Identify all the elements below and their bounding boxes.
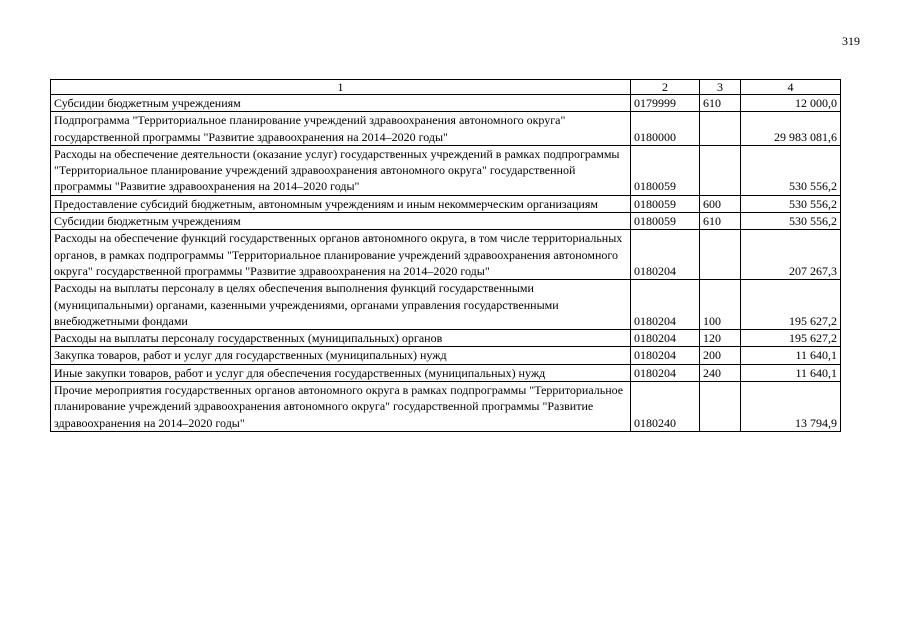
row-vr: 100: [700, 280, 741, 330]
table-row: [51, 112, 841, 146]
row-code: 0179999: [631, 95, 700, 112]
row-vr: 610: [700, 213, 741, 230]
table-row: [51, 213, 841, 230]
budget-table: [50, 79, 841, 432]
row-vr: 120: [700, 330, 741, 347]
row-vr: [700, 145, 741, 195]
row-name: Подпрограмма "Территориальное планирование учреждений здравоохранения автономного округа" государственной программы "Развитие здравоохранения на 2014–2020 годы": [51, 112, 631, 146]
row-sum: 207 267,3: [741, 230, 841, 280]
table-header-row: [51, 80, 841, 95]
row-name: Расходы на выплаты персоналу в целях обеспечения выполнения функций государственными (муниципальными) органами, казенными учреждениями, органами управления государственными внебюджетными фондами: [51, 280, 631, 330]
table-row: [51, 364, 841, 381]
table-row: [51, 347, 841, 364]
row-vr: 610: [700, 95, 741, 112]
table-row: [51, 330, 841, 347]
row-vr: [700, 230, 741, 280]
row-name: Расходы на обеспечение функций государственных органов автономного округа, в том числе территориальных органов, в рамках подпрограммы "Территориальное планирование учреждений здравоохранения автономного округа" государственной программы "Развитие здравоохранения на 2014–2020 годы": [51, 230, 631, 280]
row-name: Расходы на выплаты персоналу государственных (муниципальных) органов: [51, 330, 631, 347]
row-vr: [700, 112, 741, 146]
header-col-3: 3: [700, 80, 741, 95]
row-code: 0180000: [631, 112, 700, 146]
row-sum: 11 640,1: [741, 364, 841, 381]
row-code: 0180204: [631, 280, 700, 330]
row-name: Субсидии бюджетным учреждениям: [51, 95, 631, 112]
row-sum: 530 556,2: [741, 145, 841, 195]
row-name: Субсидии бюджетным учреждениям: [51, 213, 631, 230]
row-vr: 240: [700, 364, 741, 381]
table-row: [51, 145, 841, 195]
table-row: [51, 280, 841, 330]
row-sum: 11 640,1: [741, 347, 841, 364]
header-col-2: 2: [631, 80, 700, 95]
row-code: 0180204: [631, 347, 700, 364]
row-code: 0180204: [631, 230, 700, 280]
row-sum: 195 627,2: [741, 330, 841, 347]
header-col-1: 1: [51, 80, 631, 95]
row-vr: [700, 382, 741, 432]
row-code: 0180059: [631, 145, 700, 195]
row-sum: 530 556,2: [741, 195, 841, 212]
row-name: Предоставление субсидий бюджетным, автономным учреждениям и иным некоммерческим организациям: [51, 195, 631, 212]
row-name: Иные закупки товаров, работ и услуг для обеспечения государственных (муниципальных) нужд: [51, 364, 631, 381]
row-name: Расходы на обеспечение деятельности (оказание услуг) государственных учреждений в рамках подпрограммы "Территориальное планирование учреждений здравоохранения автономного округа" государственной программы "Развитие здравоохранения на 2014–2020 годы": [51, 145, 631, 195]
table-row: [51, 230, 841, 280]
row-name: Прочие мероприятия государственных органов автономного округа в рамках подпрограммы "Территориальное планирование учреждений здравоохранения автономного округа" государственной программы "Развитие здравоохранения на 2014–2020 годы": [51, 382, 631, 432]
row-code: 0180204: [631, 330, 700, 347]
row-code: 0180240: [631, 382, 700, 432]
row-sum: 13 794,9: [741, 382, 841, 432]
table-row: [51, 195, 841, 212]
row-code: 0180204: [631, 364, 700, 381]
table-row: [51, 382, 841, 432]
row-vr: 600: [700, 195, 741, 212]
row-sum: 530 556,2: [741, 213, 841, 230]
row-sum: 29 983 081,6: [741, 112, 841, 146]
row-name: Закупка товаров, работ и услуг для государственных (муниципальных) нужд: [51, 347, 631, 364]
row-vr: 200: [700, 347, 741, 364]
table-row: [51, 95, 841, 112]
row-code: 0180059: [631, 213, 700, 230]
page-number: 319: [842, 34, 860, 48]
row-sum: 195 627,2: [741, 280, 841, 330]
header-col-4: 4: [741, 80, 841, 95]
row-code: 0180059: [631, 195, 700, 212]
row-sum: 12 000,0: [741, 95, 841, 112]
